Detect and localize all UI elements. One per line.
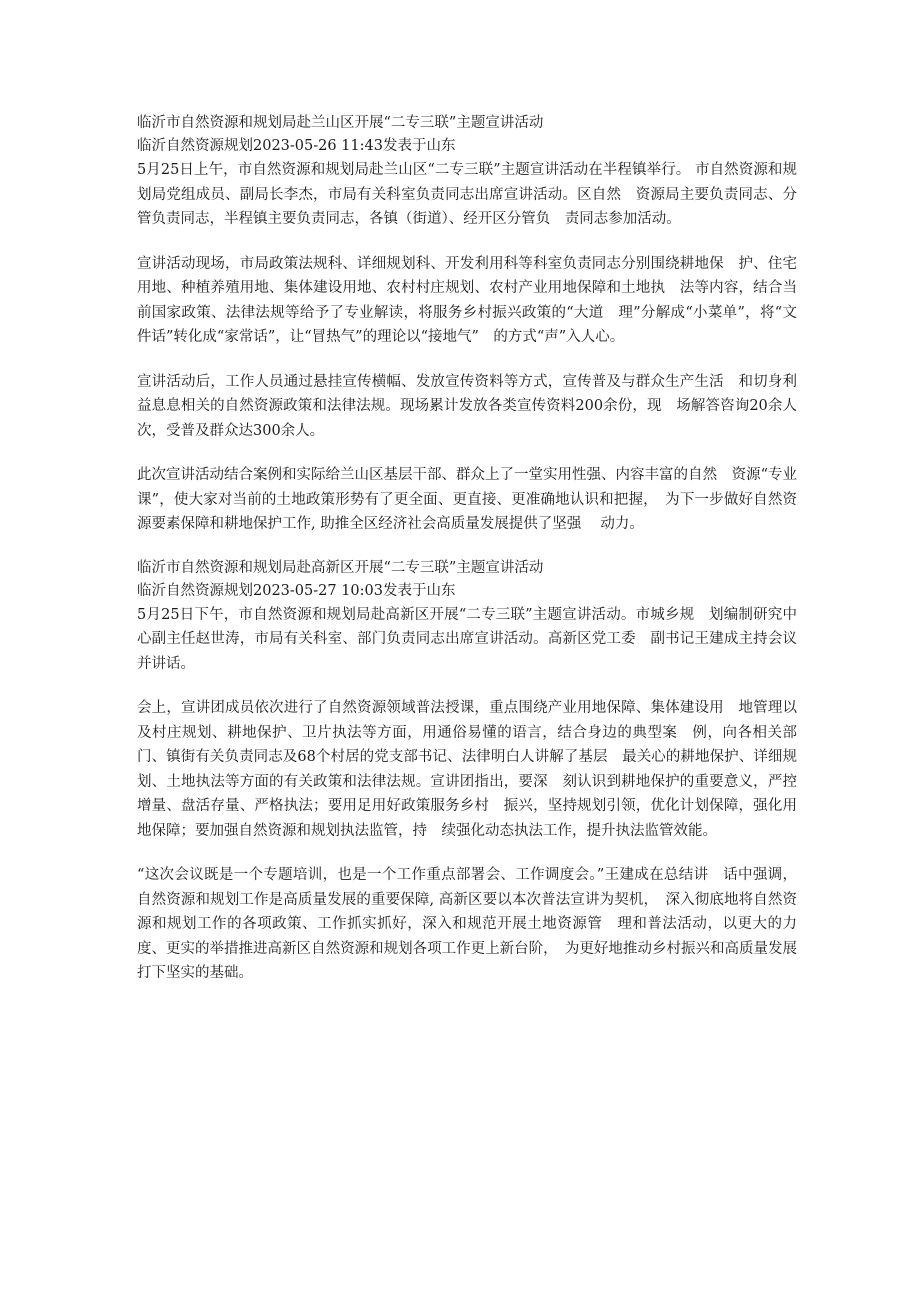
article-byline: 临沂自然资源规划2023-05-27 10:03发表于山东 xyxy=(137,582,456,599)
article-paragraph: 宣讲活动现场，市局政策法规科、详细规划科、开发利用科等科室负责同志分别围绕耕地保 护、住宅用地、种植养殖用地、集体建设用地、农村村庄规划、农村产业用地保障和土地执 法等内容，结合当前国家政策、法律法规等给予了专业解读，将服务乡村振兴政策的“大道 理”分解成“小菜单”，将“文件话”转化成“家常话”，让“冒热气”的理论以“接地气” 的方式“声”入人心。 xyxy=(137,255,797,345)
article-gaoxin xyxy=(137,557,797,986)
article-byline: 临沂自然资源规划2023-05-26 11:43发表于山东 xyxy=(137,138,456,154)
article-paragraph: 5月25日上午，市自然资源和规划局赴兰山区“二专三联”主题宣讲活动在半程镇举行。 市自然资源和规划局党组成员、副局长李杰，市局有关科室负责同志出席宣讲活动。区自然 资源局主要负责同志、分管负责同志，半程镇主要负责同志，各镇（街道）、经开区分管负 责同志参加活动。 xyxy=(137,162,797,227)
article-title: 临沂市自然资源和规划局赴高新区开展“二专三联”主题宣讲活动 xyxy=(137,559,544,576)
article-paragraph: 5月25日下午，市自然资源和规划局赴高新区开展“二专三联”主题宣讲活动。市城乡规 划编制研究中心副主任赵世涛，市局有关科室、部门负责同志出席宣讲活动。高新区党工委 副书记王建成主持会议并讲话。 xyxy=(137,606,797,672)
article-paragraph: “这次会议既是一个专题培训，也是一个工作重点部署会、工作调度会。”王建成在总结讲 话中强调，自然资源和规划工作是高质量发展的重要保障, 高新区要以本次普法宣讲为契机， 深入彻底地将自然资源和规划工作的各项政策、工作抓实抓好，深入和规范开展土地资源管 理和普法活动，以更大的力度、更实的举措推进高新区自然资源和规划各项工作更上新台阶， 为更好地推动乡村振兴和高质量发展打下坚实的基础。 xyxy=(137,867,797,981)
article-title: 临沂市自然资源和规划局赴兰山区开展“二专三联”主题宣讲活动 xyxy=(137,115,544,131)
article-lanshan xyxy=(137,112,797,537)
article-paragraph: 宣讲活动后，工作人员通过悬挂宣传横幅、发放宣传资料等方式，宣传普及与群众生产生活 和切身利益息息相关的自然资源政策和法律法规。现场累计发放各类宣传资料200余份，现 场解答咨询20余人次，受普及群众达300余人。 xyxy=(137,373,797,439)
article-paragraph: 此次宣讲活动结合案例和实际给兰山区基层干部、群众上了一堂实用性强、内容丰富的自然 资源“专业课”，使大家对当前的土地政策形势有了更全面、更直接、更准确地认识和把握， 为下一步做好自然资源要素保障和耕地保护工作, 助推全区经济社会高质量发展提供了坚强 动力。 xyxy=(137,467,797,532)
article-paragraph: 会上，宣讲团成员依次进行了自然资源领域普法授课，重点围绕产业用地保障、集体建设用 地管理以及村庄规划、耕地保护、卫片执法等方面，用通俗易懂的语言，结合身边的典型案 例，向各相关部门、镇街有关负责同志及68个村居的党支部书记、法律明白人讲解了基层 最关心的耕地保护、详细规划、土地执法等方面的有关政策和法律法规。宣讲团指出，要深 刻认识到耕地保护的重要意义，严控增量、盘活存量、严格执法；要用足用好政策服务乡村 振兴，坚持规划引领，优化计划保障，强化用地保障；要加强自然资源和规划执法监管，持 续强化动态执法工作，提升执法监管效能。 xyxy=(137,700,797,839)
document-page xyxy=(137,112,797,1006)
